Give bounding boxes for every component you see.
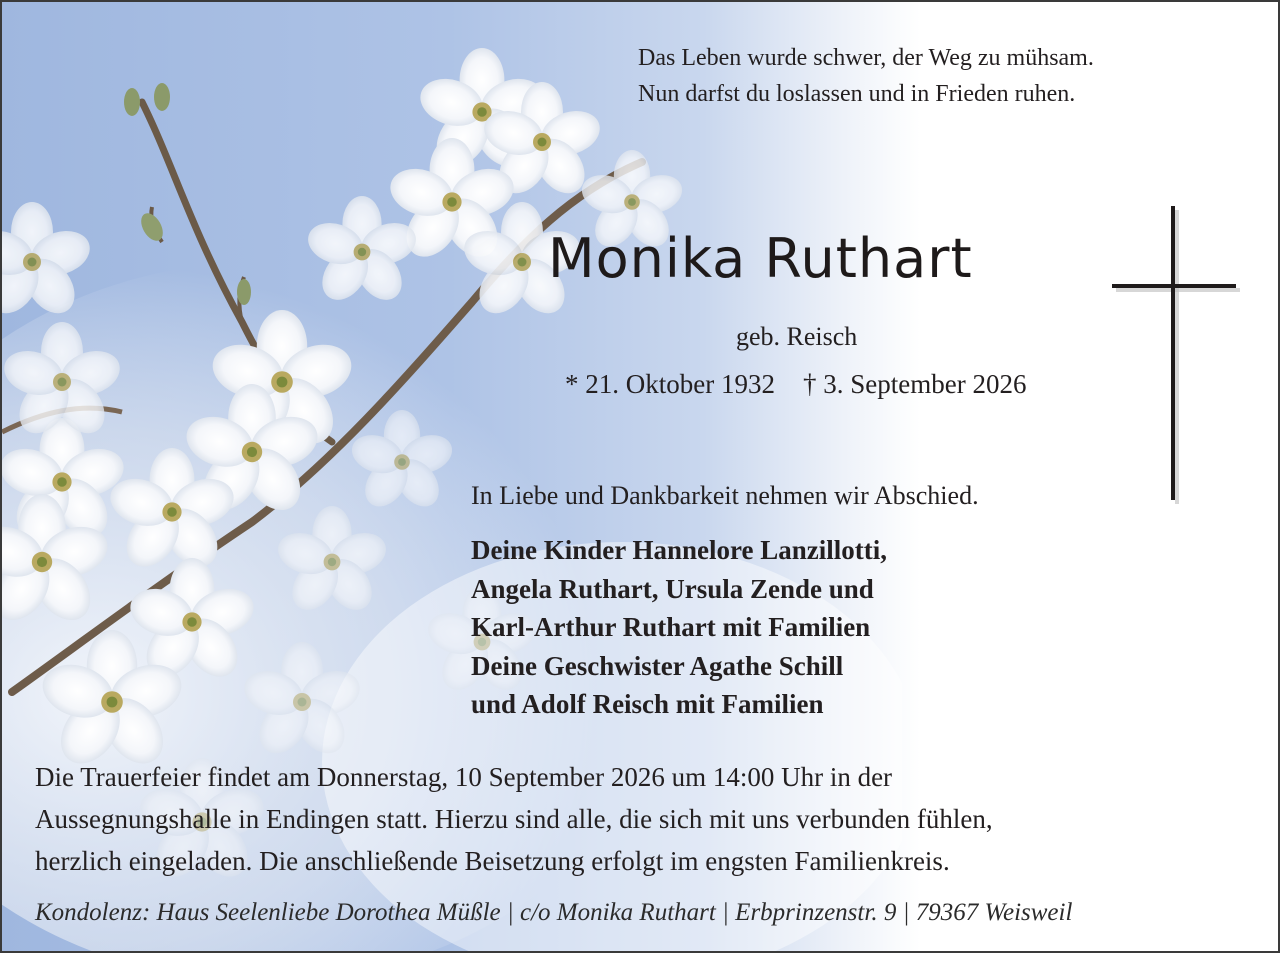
cross-icon [1110, 206, 1240, 506]
mourners-list [471, 531, 887, 724]
farewell-intro: In Liebe und Dankbarkeit nehmen wir Abschied. [471, 481, 979, 510]
mourner-line: Deine Geschwister Agathe Schill [471, 650, 844, 681]
mourner-line: und Adolf Reisch mit Familien [471, 689, 824, 719]
mourner-line: Karl-Arthur Ruthart mit Familien [471, 612, 871, 642]
deceased-name: Monika Ruthart [548, 227, 973, 290]
funeral-line: Aussegnungshalle in Endingen statt. Hierzu sind alle, die sich mit uns verbunden fühlen, [35, 804, 993, 834]
funeral-line: herzlich eingeladen. Die anschließende Beisetzung erfolgt im engsten Familienkreis. [35, 846, 950, 876]
motto-line-2: Nun darfst du loslassen und in Frieden ruhen. [638, 81, 1076, 107]
birth-name: geb. Reisch [736, 322, 858, 351]
funeral-details [35, 756, 993, 882]
mourner-line: Angela Ruthart, Ursula Zende und [471, 573, 874, 604]
life-dates [565, 369, 1026, 400]
condolence-address: Kondolenz: Haus Seelenliebe Dorothea Müßle | c/o Monika Ruthart | Erbprinzenstr. 9 | 79367 Weisweil [35, 899, 1073, 926]
motto [638, 40, 1094, 112]
birth-date: * 21. Oktober 1932 [565, 369, 775, 399]
mourner-line: Deine Kinder Hannelore Lanzillotti, [471, 535, 887, 565]
death-date: † 3. September 2026 [802, 369, 1027, 399]
motto-line-1: Das Leben wurde schwer, der Weg zu mühsam. [638, 45, 1094, 71]
funeral-line: Die Trauerfeier findet am Donnerstag, 10 September 2026 um 14:00 Uhr in der [35, 762, 893, 792]
